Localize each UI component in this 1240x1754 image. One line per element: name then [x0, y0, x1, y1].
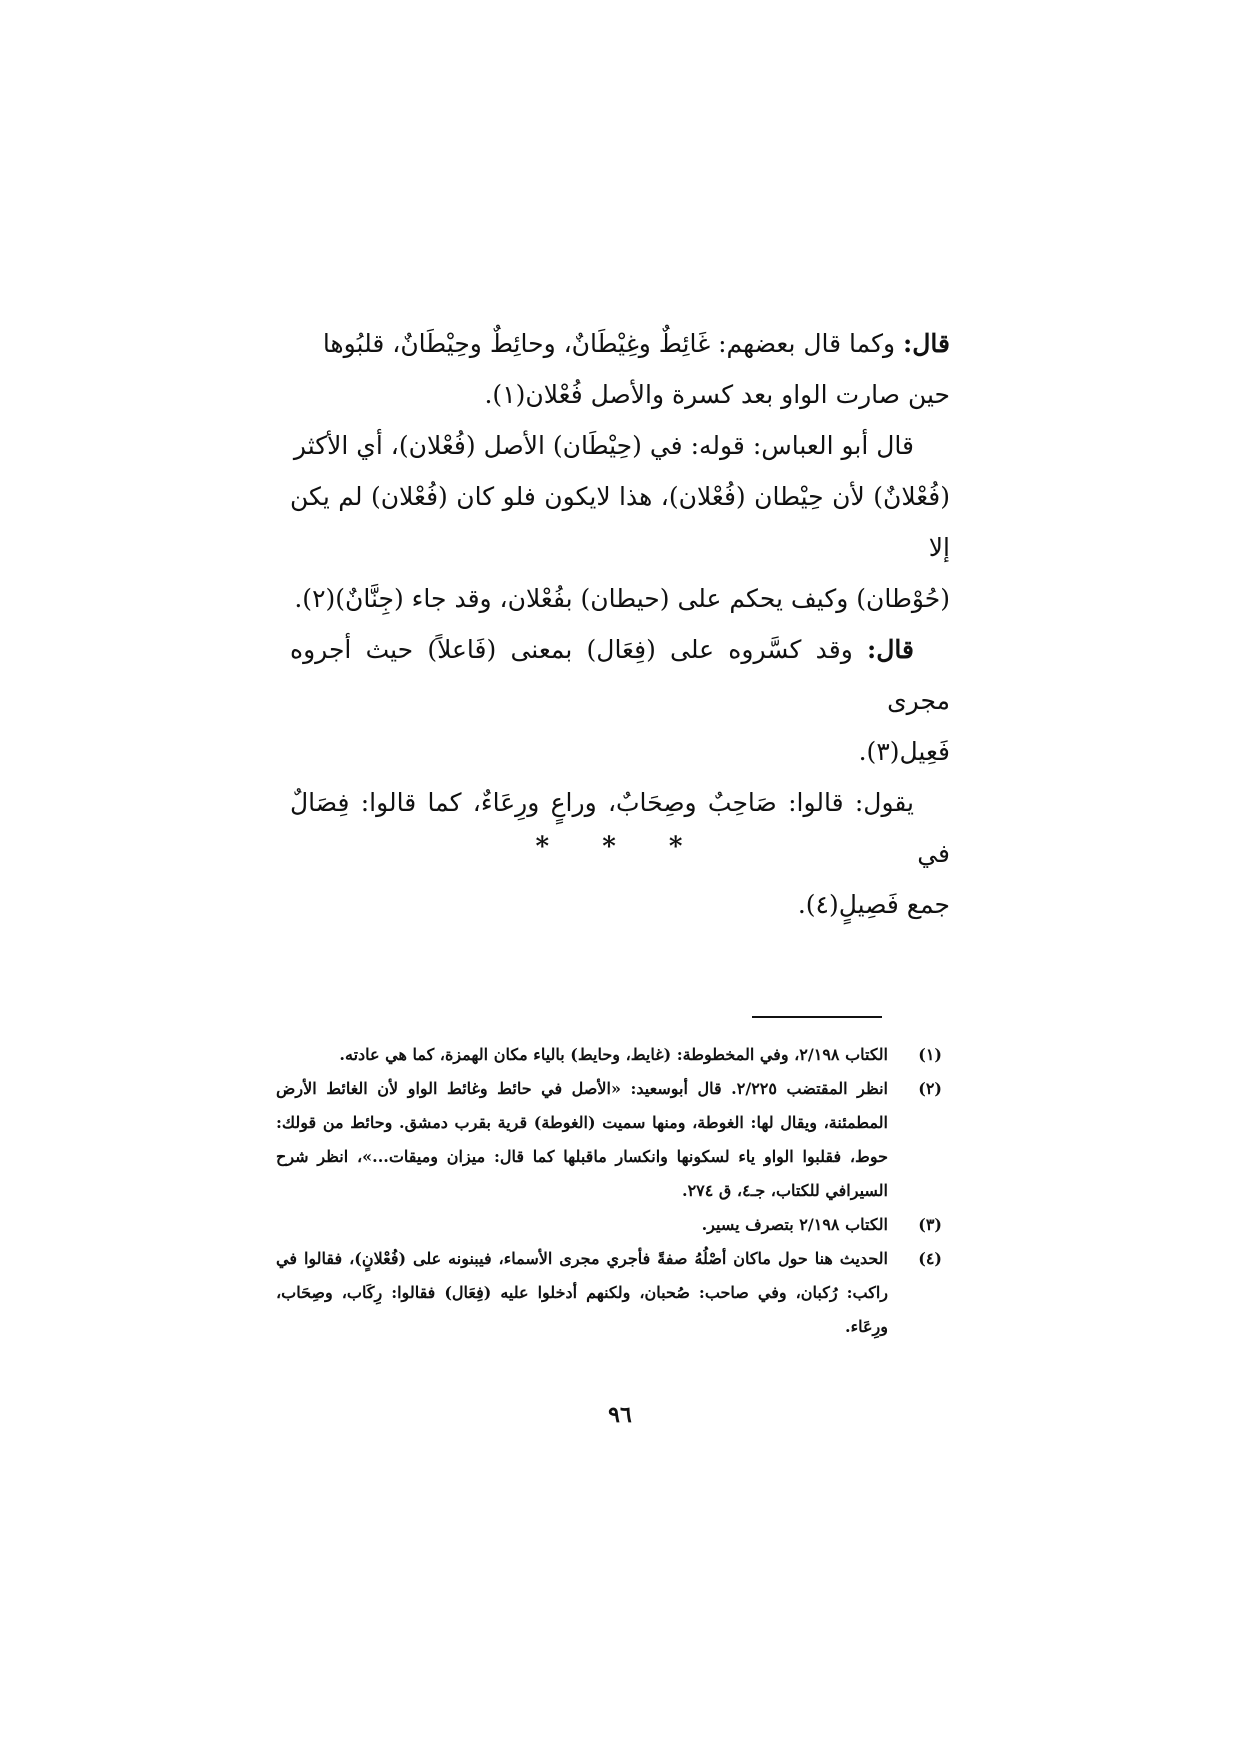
text-line: جمع فَصِيلٍ(٤). — [797, 890, 950, 919]
footnotes — [276, 1038, 942, 1344]
footnote-2 — [276, 1072, 942, 1208]
footnote-text: انظر المقتضب ٢/٢٢٥. قال أبوسعيد: «الأصل في حائط وغائط الواو لأن الغائط الأرض المطمئنة، ويقال لها: الغوطة، ومنها سميت (الغوطة) قرية بقرب دمشق. وحائط من قولك: حوط، فقلبوا الواو ياء لسكونها وانكسار ماقبلها كما قال: ميزان وميقات...»، انظر شرح السيرافي للكتاب، جـ٤، ق ٢٧٤. — [276, 1079, 888, 1200]
paragraph-2 — [290, 420, 950, 624]
footnote-number: (٤) — [918, 1249, 942, 1268]
footnote-text: الكتاب ٢/١٩٨، وفي المخطوطة: (غايط، وحايط) بالياء مكان الهمزة، كما هي عادته. — [339, 1045, 888, 1064]
page-number: ٩٦ — [608, 1402, 632, 1428]
footnote-number: (٣) — [918, 1215, 942, 1234]
line-text: وكما قال بعضهم: غَائِطٌ وغِيْطَانٌ، وحائِطٌ وحِيْطَانٌ، قلبُوها — [322, 329, 896, 358]
footnote-3 — [276, 1208, 942, 1242]
footnote-4 — [276, 1242, 942, 1344]
footnote-number: (٢) — [918, 1079, 942, 1098]
section-separator: * * * — [535, 832, 705, 862]
line-text: وقد كسَّروه على (فِعَال) بمعنى (فَاعلاً) حيث أجروه مجرى — [290, 635, 950, 715]
footnote-text: الحديث هنا حول ماكان أصْلُهُ صفةً فأجري مجرى الأسماء، فيبنونه على (فُعْلانٍ)، فقالوا في راكب: رُكبان، وفي صاحب: صُحبان، ولكنهم أدخلوا عليه (فِعَال) فقالوا: رِكَاب، وصِحَاب، ورِعَاء. — [276, 1249, 889, 1336]
text-line: قال أبو العباس: قوله: في (حِيْطَان) الأصل (فُعْلان)، أي الأكثر — [293, 431, 914, 460]
paragraph-1 — [290, 318, 950, 420]
lead-word: قال: — [903, 329, 950, 358]
text-line — [290, 318, 950, 369]
paragraph-3 — [290, 624, 950, 777]
text-line: (فُعْلانٌ) لأن حِيْطان (فُعْلان)، هذا لايكون فلو كان (فُعْلان) لم يكن إلا — [290, 482, 950, 562]
text-line: (حُوْطان) وكيف يحكم على (حيطان) بفُعْلان، وقد جاء (جِنَّانٌ)(٢). — [294, 584, 950, 613]
footnote-text: الكتاب ٢/١٩٨ بتصرف يسير. — [701, 1215, 888, 1234]
lead-word: قال: — [867, 635, 914, 664]
footnote-number: (١) — [918, 1045, 942, 1064]
text-line: يقول: قالوا: صَاحِبٌ وصِحَابٌ، وراعٍ ورِعَاءٌ، كما قالوا: فِصَالٌ في — [290, 788, 950, 868]
footnote-divider — [752, 1016, 882, 1018]
text-line: فَعِيل(٣). — [858, 737, 950, 766]
text-line: حين صارت الواو بعد كسرة والأصل فُعْلان(١). — [484, 380, 950, 409]
footnote-1 — [276, 1038, 942, 1072]
text-line — [290, 624, 950, 726]
